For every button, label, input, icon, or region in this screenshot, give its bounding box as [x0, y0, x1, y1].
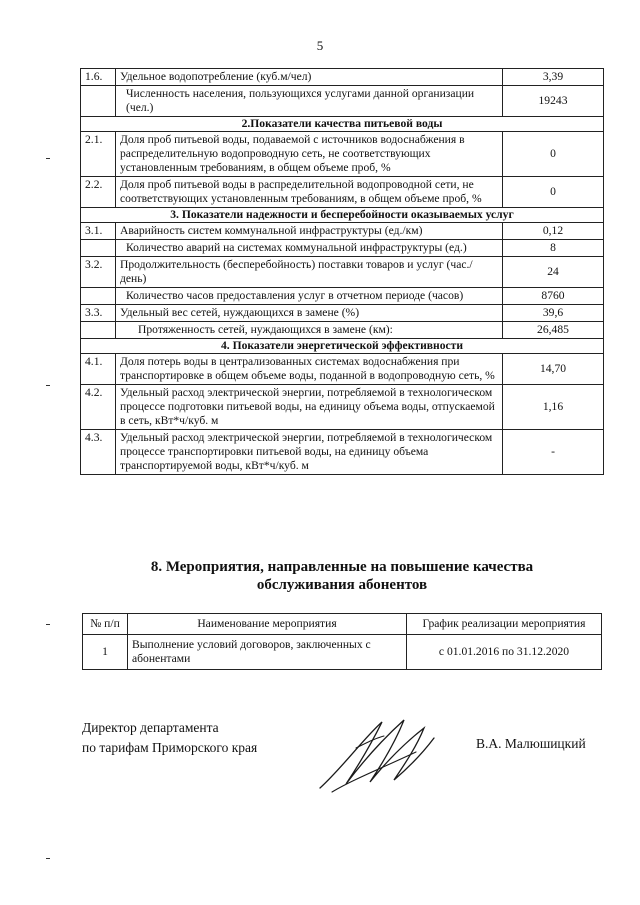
indicator-number: 4.1.: [81, 354, 116, 385]
indicator-value: 8: [503, 240, 604, 257]
indicator-row: [81, 86, 604, 117]
indicator-row: [81, 430, 604, 475]
indicator-value: 19243: [503, 86, 604, 117]
indicator-value: 26,485: [503, 322, 604, 339]
indicator-value: 39,6: [503, 305, 604, 322]
indicator-number: [81, 288, 116, 305]
indicator-text: Удельный расход электрической энергии, потребляемой в технологическом процессе подготовки питьевой воды, на единицу объема воды, отпускаемой в сеть, кВт*ч/куб. м: [116, 385, 503, 430]
indicator-number: [81, 322, 116, 339]
indicator-row: [81, 354, 604, 385]
indicator-value: 0: [503, 177, 604, 208]
indicator-text: Удельное водопотребление (куб.м/чел): [116, 69, 503, 86]
signatory-title-line2: по тарифам Приморского края: [82, 740, 258, 755]
indicator-number: 3.2.: [81, 257, 116, 288]
indicator-row: [81, 223, 604, 240]
measure-schedule: с 01.01.2016 по 31.12.2020: [407, 635, 602, 670]
indicator-text: Протяженность сетей, нуждающихся в замене (км):: [116, 322, 503, 339]
measure-name: Выполнение условий договоров, заключенных с абонентами: [128, 635, 407, 670]
handwritten-signature: [312, 708, 442, 798]
signatory-title-line1: Директор департамента: [82, 720, 219, 735]
page-number: 5: [316, 38, 324, 53]
indicator-text: Численность населения, пользующихся услугами данной организации (чел.): [116, 86, 503, 117]
indicator-row: [81, 305, 604, 322]
indicator-text: Доля потерь воды в централизованных системах водоснабжения при транспортировке в общем объеме воды, поданной в водопроводную сеть, %: [116, 354, 503, 385]
section-title: 4. Показатели энергетической эффективности: [81, 339, 604, 354]
indicator-value: 3,39: [503, 69, 604, 86]
margin-mark: [46, 624, 50, 625]
indicator-value: 14,70: [503, 354, 604, 385]
indicator-value: -: [503, 430, 604, 475]
margin-mark: [46, 385, 50, 386]
indicator-text: Аварийность систем коммунальной инфраструктуры (ед./км): [116, 223, 503, 240]
section-header-row: [81, 208, 604, 223]
indicator-number: 4.2.: [81, 385, 116, 430]
indicator-number: 2.2.: [81, 177, 116, 208]
margin-mark: [46, 858, 50, 859]
indicator-row: [81, 240, 604, 257]
indicator-number: 3.3.: [81, 305, 116, 322]
section-title: 2.Показатели качества питьевой воды: [81, 117, 604, 132]
signatory-title: [82, 718, 257, 758]
indicator-number: 4.3.: [81, 430, 116, 475]
indicator-row: [81, 322, 604, 339]
indicators-table: [80, 68, 604, 475]
indicator-text: Удельный вес сетей, нуждающихся в замене (%): [116, 305, 503, 322]
indicator-row: [81, 132, 604, 177]
indicator-row: [81, 385, 604, 430]
margin-mark: [46, 158, 50, 159]
indicator-text: Продолжительность (бесперебойность) поставки товаров и услуг (час./день): [116, 257, 503, 288]
indicator-value: 8760: [503, 288, 604, 305]
header-number: № п/п: [83, 614, 128, 635]
indicator-text: Доля проб питьевой воды, подаваемой с источников водоснабжения в распределительную водопроводную сеть, не соответствующих установленным требованиям, в общем объеме проб, %: [116, 132, 503, 177]
section-8-heading: [80, 558, 604, 594]
header-measure-name: Наименование мероприятия: [128, 614, 407, 635]
section-header-row: [81, 117, 604, 132]
measures-table: [82, 613, 602, 670]
indicator-text: Удельный расход электрической энергии, потребляемой в технологическом процессе транспортировки питьевой воды, на единицу объема транспортируемой воды, кВт*ч/куб. м: [116, 430, 503, 475]
indicator-number: [81, 240, 116, 257]
section-title: 3. Показатели надежности и бесперебойности оказываемых услуг: [81, 208, 604, 223]
measures-row: [83, 635, 602, 670]
indicator-value: 24: [503, 257, 604, 288]
indicator-row: [81, 177, 604, 208]
indicator-row: [81, 288, 604, 305]
section-header-row: [81, 339, 604, 354]
section-8-title-line2: обслуживания абонентов: [256, 577, 428, 593]
signatory-name: В.А. Малюшицкий: [476, 736, 586, 751]
indicator-text: Доля проб питьевой воды в распределительной водопроводной сети, не соответствующих установленным требованиям, в общем объеме проб, %: [116, 177, 503, 208]
section-8-title-line1: 8. Мероприятия, направленные на повышение качества: [150, 559, 534, 575]
indicator-row: [81, 69, 604, 86]
header-schedule: График реализации мероприятия: [407, 614, 602, 635]
indicator-value: 0,12: [503, 223, 604, 240]
indicator-value: 0: [503, 132, 604, 177]
indicator-number: 3.1.: [81, 223, 116, 240]
indicator-value: 1,16: [503, 385, 604, 430]
measures-header-row: [83, 614, 602, 635]
indicator-row: [81, 257, 604, 288]
indicator-text: Количество аварий на системах коммунальной инфраструктуры (ед.): [116, 240, 503, 257]
indicator-number: 1.6.: [81, 69, 116, 86]
indicator-number: 2.1.: [81, 132, 116, 177]
measure-number: 1: [83, 635, 128, 670]
indicator-text: Количество часов предоставления услуг в отчетном периоде (часов): [116, 288, 503, 305]
indicator-number: [81, 86, 116, 117]
